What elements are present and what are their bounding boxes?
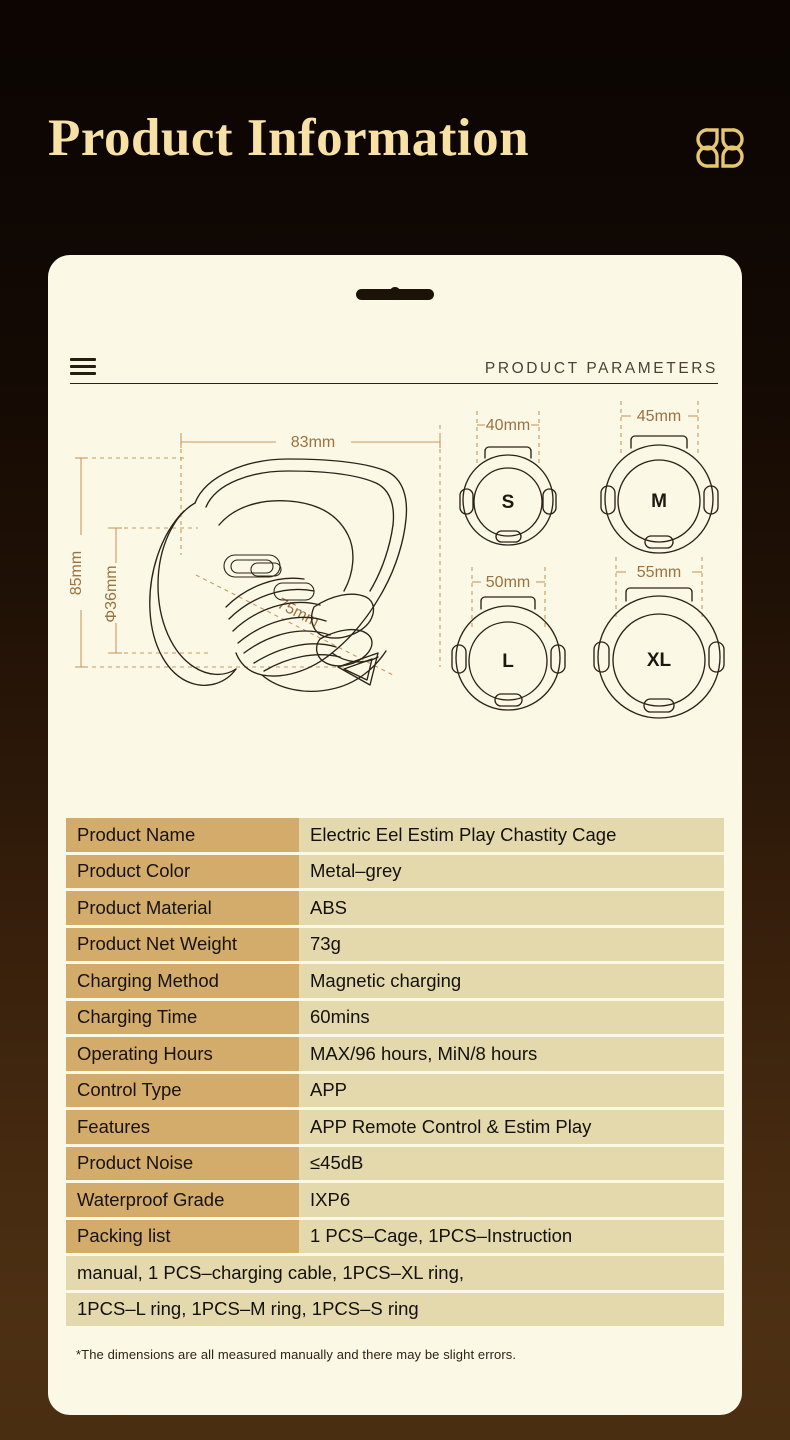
spec-table — [66, 818, 724, 1329]
table-row-continuation — [66, 1293, 724, 1327]
page-header — [0, 0, 790, 248]
spec-label: Product Color — [66, 855, 299, 889]
table-row — [66, 1147, 724, 1181]
svg-text:40mm: 40mm — [485, 417, 531, 434]
hamburger-line — [70, 372, 96, 375]
svg-text:83mm: 83mm — [290, 434, 336, 451]
spec-value-continuation: manual, 1 PCS–charging cable, 1PCS–XL ring, — [66, 1256, 724, 1290]
svg-text:50mm: 50mm — [485, 574, 531, 591]
svg-text:55mm: 55mm — [636, 564, 682, 581]
spec-label: Operating Hours — [66, 1037, 299, 1071]
spec-label: Waterproof Grade — [66, 1183, 299, 1217]
device-notch — [356, 287, 434, 300]
svg-text:45mm: 45mm — [636, 408, 682, 425]
spec-label: Charging Time — [66, 1001, 299, 1035]
svg-text:S: S — [501, 492, 515, 513]
spec-value: Electric Eel Estim Play Chastity Cage — [299, 818, 724, 852]
spec-value: ABS — [299, 891, 724, 925]
hamburger-line — [70, 365, 96, 368]
hamburger-line — [70, 358, 96, 361]
spec-value: APP Remote Control & Estim Play — [299, 1110, 724, 1144]
table-row — [66, 818, 724, 852]
spec-value: 73g — [299, 928, 724, 962]
svg-text:Φ36mm: Φ36mm — [103, 565, 120, 623]
spec-value-continuation: 1PCS–L ring, 1PCS–M ring, 1PCS–S ring — [66, 1293, 724, 1327]
spec-label: Packing list — [66, 1220, 299, 1254]
table-row — [66, 1037, 724, 1071]
spec-label: Product Material — [66, 891, 299, 925]
spec-value: 1 PCS–Cage, 1PCS–Instruction — [299, 1220, 724, 1254]
spec-label: Control Type — [66, 1074, 299, 1108]
product-parameters-card — [48, 255, 742, 1415]
notch-camera-dot — [390, 287, 401, 298]
table-row — [66, 1001, 724, 1035]
page-title: Product Information — [48, 109, 530, 167]
table-row-continuation — [66, 1256, 724, 1290]
table-row — [66, 1074, 724, 1108]
table-row — [66, 1220, 724, 1254]
spec-value: IXP6 — [299, 1183, 724, 1217]
spec-value: APP — [299, 1074, 724, 1108]
spec-label: Features — [66, 1110, 299, 1144]
spec-label: Product Name — [66, 818, 299, 852]
svg-text:L: L — [502, 651, 514, 672]
spec-label: Product Noise — [66, 1147, 299, 1181]
clover-icon — [694, 122, 746, 174]
table-row — [66, 928, 724, 962]
table-row — [66, 964, 724, 998]
table-row — [66, 891, 724, 925]
hamburger-menu-icon[interactable] — [70, 358, 96, 375]
spec-value: Magnetic charging — [299, 964, 724, 998]
footnote: *The dimensions are all measured manually and there may be slight errors. — [76, 1347, 517, 1362]
spec-value: 60mins — [299, 1001, 724, 1035]
table-row — [66, 1183, 724, 1217]
section-label: PRODUCT PARAMETERS — [484, 360, 718, 377]
svg-text:85mm: 85mm — [68, 550, 85, 596]
card-toolbar — [70, 348, 718, 384]
svg-text:75mm: 75mm — [274, 595, 322, 631]
svg-text:XL: XL — [646, 650, 672, 671]
spec-value: ≤45dB — [299, 1147, 724, 1181]
svg-text:M: M — [651, 491, 667, 512]
spec-label: Charging Method — [66, 964, 299, 998]
table-row — [66, 855, 724, 889]
spec-value: MAX/96 hours, MiN/8 hours — [299, 1037, 724, 1071]
product-dimension-diagram — [48, 395, 742, 795]
spec-value: Metal–grey — [299, 855, 724, 889]
spec-label: Product Net Weight — [66, 928, 299, 962]
table-row — [66, 1110, 724, 1144]
